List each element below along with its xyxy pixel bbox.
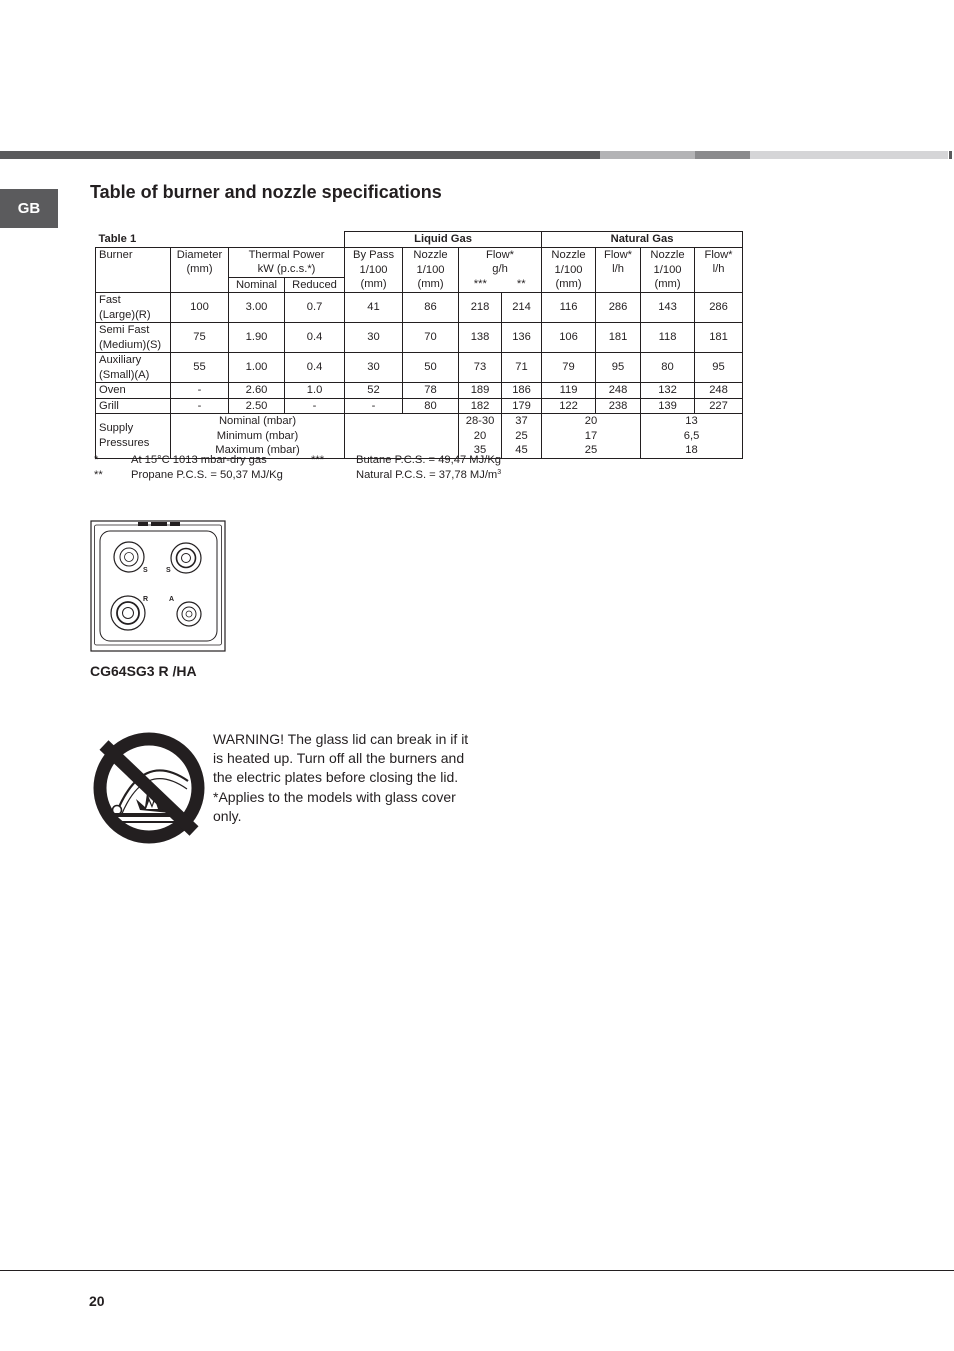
flow-lg-header: Flow* g/h (459, 247, 542, 277)
cell-bypass: 30 (345, 323, 403, 353)
supply-pressures-row (96, 414, 743, 459)
header-bar-end (949, 151, 952, 159)
nozzle-ng2-header: Nozzle 1/100 (mm) (641, 247, 695, 293)
model-name: CG64SG3 R /HA (90, 663, 197, 679)
cell-nominal: 2.50 (229, 398, 285, 414)
cell-ng-nozzle1: 116 (542, 293, 596, 323)
no-lid-on-burner-icon (92, 731, 206, 845)
hob-label-s1: S (143, 567, 148, 574)
cell-ng-flow1: 95 (596, 353, 641, 383)
supply-ng2: 13 6,5 18 (641, 414, 743, 459)
cell-nominal: 3.00 (229, 293, 285, 323)
burner-name: Fast (Large)(R) (96, 293, 171, 323)
hob-label-r: R (143, 596, 149, 603)
cell-flow-butane: 218 (459, 293, 502, 323)
cell-ng-nozzle1: 122 (542, 398, 596, 414)
cell-reduced: 0.4 (285, 323, 345, 353)
cell-nozzle: 70 (403, 323, 459, 353)
cell-ng-nozzle2: 139 (641, 398, 695, 414)
cell-diameter: 55 (171, 353, 229, 383)
cell-nozzle: 50 (403, 353, 459, 383)
header-bar-mid (695, 151, 750, 159)
burner-name: Auxiliary (Small)(A) (96, 353, 171, 383)
footnote-text: At 15°C 1013 mbar-dry gas (131, 454, 267, 466)
flow-propane-header: ** (502, 277, 542, 293)
reduced-header: Reduced (285, 277, 345, 293)
footnote-marker: *** (311, 454, 325, 466)
hob-label-a: A (169, 596, 175, 603)
cell-diameter: 75 (171, 323, 229, 353)
cell-reduced: 1.0 (285, 383, 345, 399)
cell-flow-butane: 73 (459, 353, 502, 383)
burner-bottom-left (111, 596, 145, 630)
table-row (96, 293, 743, 323)
cell-ng-nozzle1: 79 (542, 353, 596, 383)
footnote-text: Butane P.C.S. = 49,47 MJ/Kg (356, 454, 502, 466)
cell-ng-flow1: 248 (596, 383, 641, 399)
cell-nominal: 2.60 (229, 383, 285, 399)
supply-pressure-labels: Nominal (mbar) Minimum (mbar) Maximum (mbar) (171, 414, 345, 459)
hob-inner-frame (95, 525, 222, 645)
page-number: 20 (89, 1293, 105, 1309)
burner-top-left (114, 542, 144, 572)
cell-reduced: 0.4 (285, 353, 345, 383)
burner-nozzle-table (95, 231, 743, 459)
footnote-marker: ** (94, 468, 103, 481)
cell-ng-flow2: 227 (695, 398, 743, 414)
cell-diameter: - (171, 398, 229, 414)
table-row (96, 383, 743, 399)
nozzle-lg-header: Nozzle 1/100 (mm) (403, 247, 459, 293)
footnote-text: Propane P.C.S. = 50,37 MJ/Kg (131, 468, 283, 481)
flow-ng2-header: Flow* l/h (695, 247, 743, 293)
cell-bypass: 52 (345, 383, 403, 399)
supply-blank (345, 414, 459, 459)
cell-ng-nozzle1: 106 (542, 323, 596, 353)
hob-outer-frame (91, 521, 225, 651)
cell-bypass: 41 (345, 293, 403, 323)
table-row (96, 398, 743, 414)
hob-knob-mark (170, 522, 180, 526)
footnote-text: Natural P.C.S. = 37,78 $MJ/m^3$ (356, 468, 502, 481)
cell-flow-propane: 179 (502, 398, 542, 414)
flow-ng1-header: Flow* l/h (596, 247, 641, 293)
burner-top-right (171, 543, 201, 573)
cell-diameter: 100 (171, 293, 229, 323)
cell-nozzle: 80 (403, 398, 459, 414)
footnote-marker: * (94, 454, 99, 466)
cell-bypass: - (345, 398, 403, 414)
nozzle-ng1-header: Nozzle 1/100 (mm) (542, 247, 596, 293)
cell-nozzle: 86 (403, 293, 459, 323)
cell-ng-flow1: 286 (596, 293, 641, 323)
cell-flow-butane: 138 (459, 323, 502, 353)
header-bar-light (600, 151, 695, 159)
burner-name: Semi Fast (Medium)(S) (96, 323, 171, 353)
hob-layout-diagram (90, 520, 227, 653)
cell-ng-nozzle2: 118 (641, 323, 695, 353)
supply-propane: 37 25 45 (502, 414, 542, 459)
cell-flow-propane: 214 (502, 293, 542, 323)
cell-flow-butane: 189 (459, 383, 502, 399)
supply-butane: 28-30 20 35 (459, 414, 502, 459)
cell-nominal: 1.90 (229, 323, 285, 353)
language-tab: GB (0, 189, 58, 228)
supply-ng1: 20 17 25 (542, 414, 641, 459)
cell-flow-propane: 71 (502, 353, 542, 383)
cell-nozzle: 78 (403, 383, 459, 399)
burner-name: Grill (96, 398, 171, 414)
cell-nominal: 1.00 (229, 353, 285, 383)
page-title: Table of burner and nozzle specifications (90, 182, 442, 202)
cell-ng-nozzle2: 80 (641, 353, 695, 383)
thermal-power-header: Thermal Power kW (p.c.s.*) (229, 247, 345, 277)
cell-flow-propane: 136 (502, 323, 542, 353)
cell-ng-nozzle1: 119 (542, 383, 596, 399)
cell-flow-butane: 182 (459, 398, 502, 414)
cell-ng-flow2: 95 (695, 353, 743, 383)
footer-divider (0, 1270, 954, 1271)
hob-knob-mark (138, 522, 148, 526)
cell-flow-propane: 186 (502, 383, 542, 399)
header-bar-dark (0, 151, 600, 159)
burner-name: Oven (96, 383, 171, 399)
hob-label-s2: S (166, 567, 171, 574)
cell-ng-flow1: 238 (596, 398, 641, 414)
cell-bypass: 30 (345, 353, 403, 383)
burner-bottom-right (177, 602, 201, 626)
table-row (96, 353, 743, 383)
cell-diameter: - (171, 383, 229, 399)
cell-ng-flow1: 181 (596, 323, 641, 353)
cell-ng-flow2: 286 (695, 293, 743, 323)
supply-label: Supply Pressures (96, 414, 171, 459)
hob-knob-mark (151, 522, 167, 526)
header-bar-lighter (750, 151, 948, 159)
cell-reduced: 0.7 (285, 293, 345, 323)
burner-header: Burner (96, 247, 171, 293)
warning-text: WARNING! The glass lid can break in if it is heated up. Turn off all the burners and the electric plates before closing the lid. *Applies to the models with glass cover only. (213, 731, 469, 824)
flow-butane-header: *** (459, 277, 502, 293)
table-row (96, 323, 743, 353)
nominal-header: Nominal (229, 277, 285, 293)
cell-ng-nozzle2: 143 (641, 293, 695, 323)
liquid-gas-header: Liquid Gas (345, 232, 542, 248)
bypass-header: By Pass 1/100 (mm) (345, 247, 403, 293)
cell-ng-flow2: 248 (695, 383, 743, 399)
table-label: Table 1 (98, 232, 137, 245)
natural-gas-header: Natural Gas (542, 232, 743, 248)
cell-ng-flow2: 181 (695, 323, 743, 353)
diameter-header: Diameter (mm) (171, 247, 229, 293)
cell-ng-nozzle2: 132 (641, 383, 695, 399)
cell-reduced: - (285, 398, 345, 414)
